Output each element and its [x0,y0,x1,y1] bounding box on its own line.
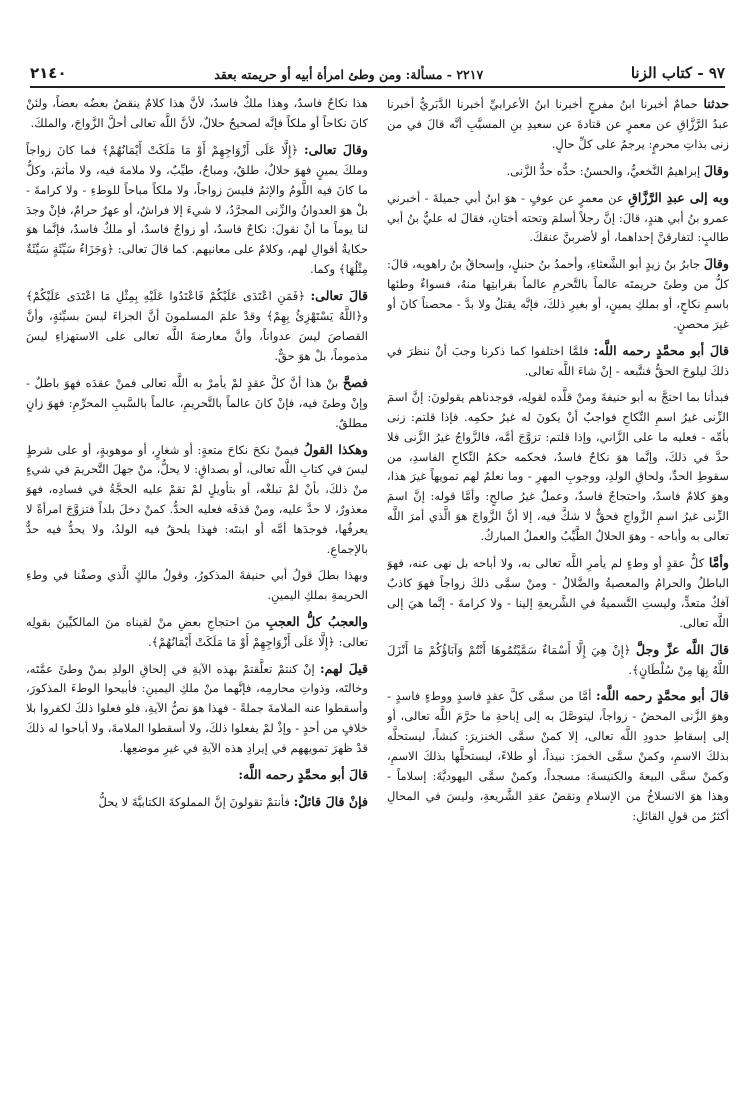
paragraph-text: منَ احتجاجِ بعضِ منْ لقيناه منَ المالكيِّينَ بقولِه تعالى: ﴿إِلَّا عَلَى أَزْوَاجِهِمْ أَوْ مَا مَلَكَتْ أَيْمَانُهُمْ﴾. [26,614,368,649]
book-chapter-label: ٩٧ - كتاب الزنا [630,64,725,82]
paragraph [26,659,368,760]
paragraph-text: كلُّ عقدٍ أو وطءٍ لم يأمرِ اللَّه تعالى به، ولا أباحه بل نهى عنه، فهوَ الباطلُ والحرامُ والمعصيةُ والضَّلالُ - ومنْ سمَّى ذلكَ زواجاً فهوَ كاذبٌ آفكٌ متعدٍّ، وليستِ التَّسميةُ في الشَّريعةِ إلينا - ولا كرامةَ - إنَّما هيَ إلى اللَّه تعالى. [387,556,729,630]
paragraph-lead: وأمَّا [708,555,729,571]
paragraph [387,161,729,182]
paragraph-lead: قالَ اللَّه عزَّ وجلَّ [635,641,729,657]
paragraph-lead: حدثنا [703,96,729,111]
paragraph-text: إنْ كنتمْ تعلَّقتمْ بهذه الآيةِ في إلحاقِ الولدِ بمنْ وطئَ عمَّتَه، وخالتَه، وذواتِ محارمِه، فإنَّهما منْ ملكِ اليمينِ: فأبيحوا الوطءَ المذكورَ، وأسقطوا عنه الملامةَ جملةً - فهذا هوَ نصُّ الآيةِ، فلو فعلوا ذلكَ لكفروا بلا خلافٍ من أحدٍ - وإذْ لمْ يفعلوا ذلكَ، ولا أسقطوا الملامةَ، ولا أباحوا له ذلكَ قدْ ظهرَ تمويههم في إيرادِ هذه الآيةِ في غيرِ موضعِها. [26,661,368,756]
paragraph-lead: قالَ أبو محمَّدٍ رحمه اللَّه: [238,767,368,783]
paragraph [26,373,368,434]
paragraph [387,553,729,634]
paragraph-text: وبهذا بطلَ قولُ أبي حنيفةَ المذكورُ، وقولُ مالكٍ الَّذي وصفْنا في وطءِ الحريمةِ بملكِ اليمينِ. [26,567,368,602]
paragraph-text: حمامٌ أخبرنا ابنُ مفرجٍ أخبرنا ابنُ الأعرابيِّ أخبرنا الدَّبَريُّ أخبرنا عبدُ الرَّزَّاقِ عن معمرٍ عن قتادةَ عن سعيدِ بنِ المسيَّبِ أنَّه قالَ في من زنى بذاتِ محرمٍ: يرجمُ على كلِّ حالٍ. [387,97,729,151]
page-header [30,52,725,88]
paragraph-lead: قيلَ لهم: [320,660,368,676]
paragraph-lead: فإنْ قالَ قائلٌ: [293,794,368,809]
paragraph-text: عن معمرٍ عن عوفٍ - هوَ ابنُ أبي جميلةَ - أخبرني عمرو بنُ أبي هندٍ، قالَ: إنَّ رجلاً أسلمَ وتحته أختانِ، فقالَ له عليُّ بنُ أبي طالبٍ: لتفارقنَّ إحداهما، أو لأضربنَّ عنقكَ. [387,190,729,245]
paragraph-text: فلمَّا اختلفوا كما ذكرنا وجبَ أنْ ننظرَ في ذلكَ ليلوحَ الحقُّ فنتَّبعه - إنْ شاءَ اللَّه تعالى. [387,343,729,378]
paragraph-lead: وبه إلى عبدِ الرَّزَّاقِ [628,189,729,205]
paragraph-lead: وهكذا القولُ [303,441,368,457]
paragraph [26,612,368,653]
paragraph-lead: وقالَ تعالى: [303,141,368,157]
paragraph-text: أمَّا من سمَّى كلَّ عقدٍ فاسدٍ ووطءٍ فاسدٍ - وهوَ الزَّنى المحضُ - زواجاً، ليتوصَّلَ به إلى إباحةِ ما حرَّمَ اللَّه تعالى، أو إلى إسقاطِ حدودِ اللَّه تعالى، إلا كمنْ سمَّى الخنزيرَ: كبشاً، ليستحلَّه بذلكَ الاسمِ، وكمنْ سمَّى الخمرَ: نبيذاً، أو طلاءً، ليستحلَّها بذلكَ الاسمِ، وكمنْ سمَّى البيعةَ والكنيسةَ: مسجداً، وكمنْ سمَّى اليهوديَّةَ: إسلاماً - وهذا هوَ الانسلاخُ من الإسلامِ ونقضُ عقدِ الشَّريعةِ، وليسَ في المحالِ أكثرُ من قولِ القائلِ: [387,689,729,823]
paragraph [387,254,729,335]
paragraph-lead: فصحَّ [342,374,368,390]
paragraph-text: فيمنْ نكحَ نكاحَ متعةٍ: أو شغارٍ، أو موهوبةٍ، أو على شرطٍ ليسَ في كتابِ اللَّه تعالى، أو بصداقٍ: لا يحلُّ، منْ جهلَ التَّحريمَ في شيءٍ منْ ذلكَ، بأنْ لمْ تبلغْه، أو بتأويلٍ لمْ تقمْ عليه الحجَّةُ في فسادِه، فهوَ معذورٌ، لا حدَّ عليه، ومنْ قذفَه فعليه الحدُّ. كمنْ دخلَ بلداً فتزوَّجَ امرأةً لا يعرفُها، فوجدَها أمَّه أو ابنتَه: فهذا يلحقُ فيه الولدُ، ولا يحدُّ فيه حدٌّ بالإجماعِ. [26,442,368,557]
issue-title: ٢٢١٧ - مسألة: ومن وطئ امرأة أبيه أو حريمته بعقد [214,67,484,82]
page-number: ٢١٤٠ [30,64,67,82]
paragraph [26,440,368,560]
paragraph [387,94,729,155]
paragraph-lead: وقالَ [703,162,729,178]
paragraph-lead: وقالَ [703,256,729,272]
paragraph [387,640,729,681]
paragraph [26,94,368,134]
paragraph-text: ﴿فَمَنِ اعْتَدَى عَلَيْكُمْ فَاعْتَدُوا عَلَيْهِ بِمِثْلِ مَا اعْتَدَى عَلَيْكُمْ﴾ و﴿اللَّهُ يَسْتَهْزِئُ بِهِمْ﴾ وقدْ علمَ المسلمونَ أنَّ الجزاءَ ليسَ بسيِّئةٍ، وأنَّ القصاصَ ليسَ عدواناً، وأنَّ معارضةَ اللَّه تعالى على الاستهزاءِ ليسَ مذموماً، بلْ هوَ حقٌّ. [26,289,368,363]
paragraph [387,188,729,249]
paragraph-text: فبدأنا بما احتجَّ به أبو حنيفةَ ومنْ قلَّده لقولِه، فوجدناهم يقولونَ: إنَّ اسمَ الزِّنى غيرُ اسمِ النِّكاحِ فواجبٌ أنْ يكونَ له غيرُ حكمِه. فإذا قلتم: زنى بأمِّه - فعليه ما على الزَّاني، وإذا قلتم: تزوَّجَ أمَّه، فالزَّواجُ غيرُ الزَّنى فلا حدَّ في ذلكَ، وإنَّما هوَ نكاحٌ فاسدٌ، فحكمه حكمُ النِّكاحِ الفاسدِ، من سقوطِ الحدِّ، ولحاقِ الولدِ، ووجوبِ المهرِ - وما نعلمُ لهم تمويهاً غيرَ هذا، وهوَ كلامٌ فاسدٌ، واحتجاجٌ فاسدٌ، وعملٌ غيرُ صالحٍ: وأمَّا قوله: إنَّ اسمَ الزِّنى غيرُ اسمِ الزَّواجِ فحقٌّ لا شكَّ فيه، إلا أنَّ الزَّواجَ هوَ الَّذي أمرَ اللَّه تعالى به وأباحه - وهوَ الحلالُ الطَّيِّبُ والعملُ المباركُ. [387,389,729,544]
paragraph-text: ﴿إِنْ هِيَ إِلَّا أَسْمَاءٌ سَمَّيْتُمُوهَا أَنْتُمْ وَآبَاؤُكُمْ مَا أَنْزَلَ اللَّهُ بِهَا مِنْ سُلْطَانٍ﴾. [387,642,729,677]
paragraph [26,792,368,813]
right-text-column [387,94,729,1090]
paragraph-text: جابرُ بنُ زيدٍ أبو الشَّعثاءِ، وأحمدُ بنُ حنبلٍ، وإسحاقُ بنُ راهويه، قالَ: كلُّ من وطئَ حريمتَه عالماً بالتَّحرمِ عالماً بقرابتِها منهُ، فسواءٌ وطئها باسمِ نكاحٍ، أو بملكِ يمينٍ، أو بغيرِ ذلكَ، فإنَّه يقتلُ ولا بدَّ - محصناً كانَ أو غيرَ محصنٍ. [387,257,729,332]
paragraph-text: إبراهيمُ النَّخعيُّ، والحسنُ: حدُّه حدُّ الزَّنى. [506,163,701,178]
paragraph-text: هذا نكاحٌ فاسدٌ، وهذا ملكٌ فاسدٌ، لأنَّ هذا كلامٌ ينقضُ بعضُه بعضاً، ولئنْ كانَ نكاحاً أو ملكاً فإنَّه لصحيحٌ حلالٌ، لأنَّ اللَّه تعالى أحلَّ الزَّواجَ، والملكَ. [26,96,368,130]
paragraph-text: بنْ هذا أنَّ كلَّ عقدٍ لمْ يأمرْ به اللَّه تعالى فمنْ عقدَه فهوَ باطلٌ - وإنْ وطئَ فيه، فإنْ كانَ عالماً بالتَّحريمِ، عالماً بالسَّببِ المحرِّمِ: فهوَ زانٍ مطلقٌ. [26,375,368,430]
paragraph-lead: قالَ تعالى: [310,288,368,304]
paragraph [387,686,729,826]
paragraph [26,286,368,367]
paragraph [26,765,368,786]
paragraph [26,566,368,606]
paragraph [387,388,729,547]
paragraph-text: ﴿إِلَّا عَلَى أَزْوَاجِهِمْ أَوْ مَا مَلَكَتْ أَيْمَانُهُمْ﴾ فما كانَ زواجاً وملكَ يمينٍ فهوَ حلالٌ، طلقٌ، ومباحٌ، طيِّبٌ، ولا ملامةَ فيه، ولا مأثمَ، وكلُّ ما كانَ فيه اللَّومُ والإثمُ فليسَ زواجاً، ولا ملكاً مباحاً للوطءِ - ولا كرامةَ - بلْ هوَ العدوانُ والزِّنى المجرَّدُ، لا شيءَ إلا فراشٌ، أو عهرٌ حرامٌ، فإنْ وجدَ لنا يوماً ما أنْ نقولَ: نكاحٌ فاسدٌ، أو زواجٌ فاسدٌ، أو ملكٌ فاسدٌ، فإنَّما هوَ حكايةُ أقوالِ لهم، وكلامٌ على معانيهم. كما قالَ تعالى: ﴿وَجَزَاءُ سَيِّئَةٍ سَيِّئَةٌ مِثْلُهَا﴾ وكما. [26,142,368,277]
paragraph [387,341,729,382]
paragraph-lead: قالَ أبو محمَّدٍ رحمه اللَّه: [596,688,729,704]
left-text-column [26,94,368,1090]
text-columns [26,94,729,1090]
paragraph-lead: والعجبُ كلُّ العجبِ [265,613,368,629]
paragraph-text: فأنتمْ تقولونَ إنَّ المملوكةَ الكتابيَّةَ لا يحلُّ [98,795,290,809]
paragraph-lead: قالَ أبو محمَّدٍ رحمه اللَّه: [593,342,729,358]
paragraph [26,140,368,280]
